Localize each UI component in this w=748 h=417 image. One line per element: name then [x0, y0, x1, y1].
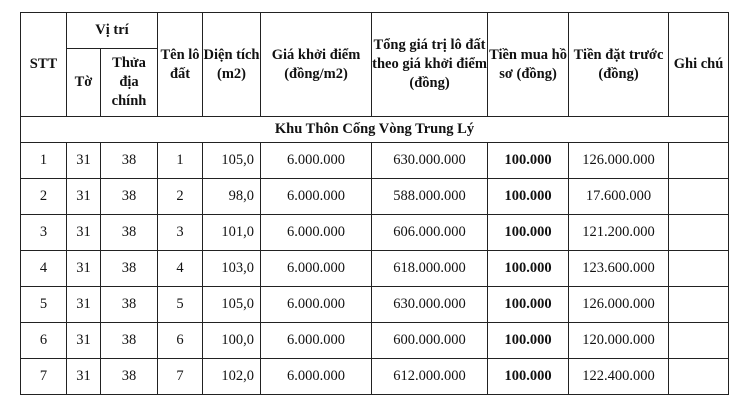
cell-ten-lo: 4 [158, 251, 203, 287]
cell-thua: 38 [101, 287, 158, 323]
table-row [21, 359, 729, 395]
cell-ghi-chu [669, 323, 729, 359]
cell-stt: 5 [21, 287, 67, 323]
cell-tien-ho-so: 100.000 [488, 143, 569, 179]
cell-tong-gia-tri: 606.000.000 [372, 215, 488, 251]
cell-to: 31 [67, 287, 101, 323]
cell-to: 31 [67, 179, 101, 215]
cell-dien-tich: 105,0 [203, 287, 261, 323]
cell-ghi-chu [669, 179, 729, 215]
cell-thua: 38 [101, 179, 158, 215]
cell-tien-dat-truoc: 123.600.000 [569, 251, 669, 287]
cell-dien-tich: 102,0 [203, 359, 261, 395]
cell-tien-ho-so: 100.000 [488, 215, 569, 251]
table-row [21, 251, 729, 287]
cell-tien-dat-truoc: 17.600.000 [569, 179, 669, 215]
cell-gia-khoi-diem: 6.000.000 [261, 179, 372, 215]
cell-ghi-chu [669, 287, 729, 323]
cell-ghi-chu [669, 359, 729, 395]
cell-to: 31 [67, 143, 101, 179]
cell-ghi-chu [669, 251, 729, 287]
cell-stt: 2 [21, 179, 67, 215]
cell-gia-khoi-diem: 6.000.000 [261, 323, 372, 359]
cell-thua: 38 [101, 251, 158, 287]
cell-ten-lo: 6 [158, 323, 203, 359]
cell-stt: 7 [21, 359, 67, 395]
cell-gia-khoi-diem: 6.000.000 [261, 287, 372, 323]
section-title: Khu Thôn Cống Vòng Trung Lý [21, 117, 729, 143]
header-to: Tờ [67, 49, 101, 117]
cell-tien-ho-so: 100.000 [488, 287, 569, 323]
cell-dien-tich: 98,0 [203, 179, 261, 215]
table-row [21, 287, 729, 323]
cell-tien-dat-truoc: 126.000.000 [569, 143, 669, 179]
document-page [20, 12, 729, 395]
cell-dien-tich: 105,0 [203, 143, 261, 179]
cell-gia-khoi-diem: 6.000.000 [261, 143, 372, 179]
cell-ghi-chu [669, 215, 729, 251]
cell-dien-tich: 101,0 [203, 215, 261, 251]
header-tien-ho-so: Tiền mua hồ sơ (đồng) [488, 13, 569, 117]
cell-thua: 38 [101, 323, 158, 359]
header-stt: STT [21, 13, 67, 117]
cell-stt: 4 [21, 251, 67, 287]
cell-ten-lo: 7 [158, 359, 203, 395]
table-row [21, 143, 729, 179]
cell-ten-lo: 2 [158, 179, 203, 215]
cell-ten-lo: 3 [158, 215, 203, 251]
cell-stt: 6 [21, 323, 67, 359]
cell-dien-tich: 103,0 [203, 251, 261, 287]
cell-tong-gia-tri: 630.000.000 [372, 287, 488, 323]
header-tien-dat-truoc: Tiền đặt trước (đồng) [569, 13, 669, 117]
land-auction-table [20, 12, 729, 395]
cell-tong-gia-tri: 612.000.000 [372, 359, 488, 395]
cell-stt: 1 [21, 143, 67, 179]
cell-to: 31 [67, 359, 101, 395]
cell-ghi-chu [669, 143, 729, 179]
cell-gia-khoi-diem: 6.000.000 [261, 215, 372, 251]
cell-tien-dat-truoc: 122.400.000 [569, 359, 669, 395]
cell-tong-gia-tri: 588.000.000 [372, 179, 488, 215]
header-dien-tich: Diện tích (m2) [203, 13, 261, 117]
cell-tien-ho-so: 100.000 [488, 251, 569, 287]
cell-ten-lo: 5 [158, 287, 203, 323]
cell-tong-gia-tri: 618.000.000 [372, 251, 488, 287]
cell-tien-dat-truoc: 126.000.000 [569, 287, 669, 323]
table-row [21, 323, 729, 359]
cell-stt: 3 [21, 215, 67, 251]
cell-dien-tich: 100,0 [203, 323, 261, 359]
cell-tong-gia-tri: 600.000.000 [372, 323, 488, 359]
cell-tien-dat-truoc: 120.000.000 [569, 323, 669, 359]
cell-gia-khoi-diem: 6.000.000 [261, 251, 372, 287]
cell-thua: 38 [101, 143, 158, 179]
header-gia-khoi-diem: Giá khởi điểm (đồng/m2) [261, 13, 372, 117]
cell-tong-gia-tri: 630.000.000 [372, 143, 488, 179]
cell-gia-khoi-diem: 6.000.000 [261, 359, 372, 395]
cell-thua: 38 [101, 359, 158, 395]
cell-to: 31 [67, 215, 101, 251]
table-row [21, 179, 729, 215]
cell-ten-lo: 1 [158, 143, 203, 179]
table-row [21, 215, 729, 251]
header-tong-gia-tri: Tổng giá trị lô đất theo giá khởi điểm (đồng) [372, 13, 488, 117]
header-ghi-chu: Ghi chú [669, 13, 729, 117]
header-vi-tri: Vị trí [67, 13, 158, 49]
cell-thua: 38 [101, 215, 158, 251]
header-ten-lo: Tên lô đất [158, 13, 203, 117]
cell-tien-ho-so: 100.000 [488, 179, 569, 215]
header-thua: Thửa địa chính [101, 49, 158, 117]
cell-to: 31 [67, 323, 101, 359]
cell-tien-ho-so: 100.000 [488, 359, 569, 395]
cell-tien-ho-so: 100.000 [488, 323, 569, 359]
cell-tien-dat-truoc: 121.200.000 [569, 215, 669, 251]
cell-to: 31 [67, 251, 101, 287]
